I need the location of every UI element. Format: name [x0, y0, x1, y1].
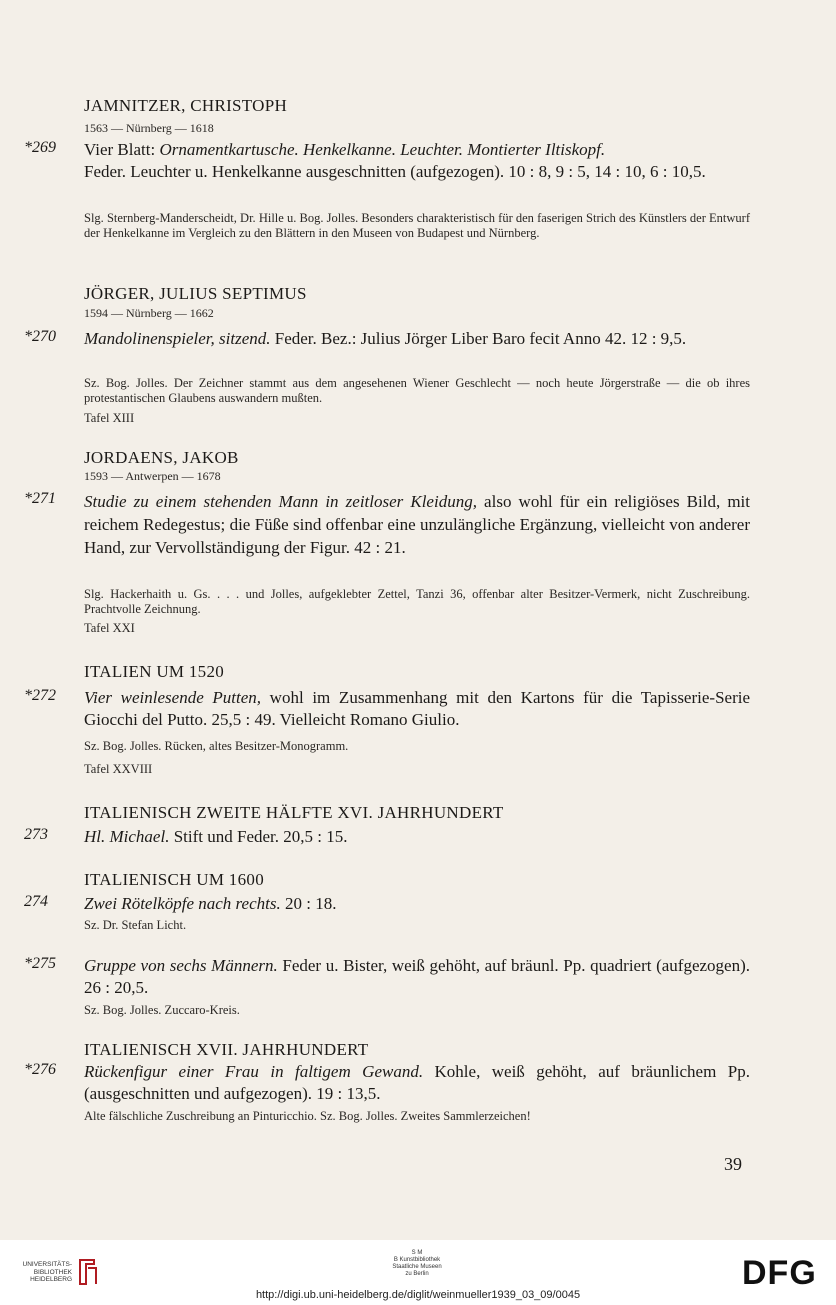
lot-note: Slg. Sternberg-Manderscheidt, Dr. Hille u. Bog. Jolles. Besonders charakteristisch für den faserigen Strich des Künstlers der Entwurf der Henkelkanne im Vergleich zu den Blättern in den Museen von Budapest und Nürnberg. [84, 211, 750, 240]
lot-description [84, 328, 750, 350]
lot-note: Alte fälschliche Zuschreibung an Pinturicchio. Sz. Bog. Jolles. Zweites Sammlerzeichen! [84, 1109, 531, 1123]
section-heading: ITALIENISCH ZWEITE HÄLFTE XVI. JAHRHUNDERT [84, 803, 504, 822]
lot-title: Zwei Rötelköpfe nach rechts. [84, 894, 281, 913]
ub-heidelberg-logo-icon [76, 1256, 100, 1288]
lot-note: Sz. Dr. Stefan Licht. [84, 918, 187, 932]
kunstbibliothek-logo: S M B Kunstbibliothek Staatliche Museen zu Berlin [392, 1250, 442, 1277]
lot-text: 20 : 18. [280, 894, 337, 913]
lot-number: *270 [24, 328, 56, 345]
lot-number: *269 [24, 139, 56, 156]
lot-note: Sz. Bog. Jolles. Zuccaro-Kreis. [84, 1003, 240, 1017]
lot-note: Slg. Hackerhaith u. Gs. . . . und Jolles, aufgeklebter Zettel, Tanzi 36, offenbar alter Besitzer-Vermerk, nicht Zuschreibung. Prachtvolle Zeichnung. [84, 587, 750, 616]
source-url-link[interactable]: http://digi.ub.uni-heidelberg.de/diglit/weinmueller1939_03_09/0045 [255, 1289, 581, 1301]
section-heading: ITALIENISCH UM 1600 [84, 870, 264, 889]
lot-description [84, 1061, 750, 1105]
lot-title: Studie zu einem stehenden Mann in zeitloser Kleidung, [84, 492, 477, 511]
lot-text: Feder u. Bister, weiß gehöht, auf bräunl. Pp. quadriert (aufgezogen). 26 : 20,5. [84, 956, 751, 997]
artist-dates: 1593 — Antwerpen — 1678 [84, 469, 221, 483]
lot-title: Ornamentkartusche. Henkelkanne. Leuchter. Montierter Iltiskopf. [159, 140, 606, 159]
dfg-logo: DFG [742, 1254, 817, 1292]
lot-description [84, 893, 750, 915]
lot-title: Vier weinlesende Putten, [84, 688, 262, 707]
artist-heading: JAMNITZER, CHRISTOPH [84, 96, 288, 115]
artist-dates: 1563 — Nürnberg — 1618 [84, 121, 214, 135]
ub-heidelberg-wordmark: UNIVERSITÄTS- BIBLIOTHEK HEIDELBERG [22, 1261, 72, 1283]
artist-heading: JÖRGER, JULIUS SEPTIMUS [84, 284, 307, 303]
section-heading: ITALIENISCH XVII. JAHRHUNDERT [84, 1040, 369, 1059]
section-heading: ITALIEN UM 1520 [84, 662, 225, 681]
lot-number: *271 [24, 490, 56, 507]
lot-number: 273 [24, 826, 48, 843]
plate-reference: Tafel XXVIII [84, 762, 153, 776]
lot-note: Sz. Bog. Jolles. Der Zeichner stammt aus dem angesehenen Wiener Geschlecht — noch heute Jörgerstraße — die ob ihres protestantischen Glaubens auswandern mußten. [84, 376, 750, 405]
lot-text: wohl im Zusammenhang mit den Kartons für die Tapisserie-Serie Giocchi del Putto. 25,5 : 49. Vielleicht Romano Giulio. [84, 688, 750, 729]
lot-lead: Vier Blatt: [84, 140, 160, 159]
lot-description [84, 826, 750, 848]
lot-description [84, 955, 750, 999]
lot-title: Hl. Michael. [84, 827, 170, 846]
lot-description [84, 139, 750, 205]
lot-description [84, 490, 750, 559]
lot-number: *276 [24, 1061, 56, 1078]
lot-title: Mandolinenspieler, sitzend. [84, 329, 271, 348]
lot-number: *275 [24, 955, 56, 972]
lot-title: Rückenfigur einer Frau in faltigem Gewand. [84, 1062, 424, 1081]
page-number: 39 [724, 1154, 742, 1174]
lot-text: Stift und Feder. 20,5 : 15. [169, 827, 348, 846]
lot-text: Feder. Bez.: Julius Jörger Liber Baro fecit Anno 42. 12 : 9,5. [270, 329, 687, 348]
artist-heading: JORDAENS, JAKOB [84, 448, 239, 467]
lot-number: *272 [24, 687, 56, 704]
lot-text: also wohl für ein religiöses Bild, mit reichem Redegestus; die Füße sind offenbar eine unzulängliche Ergänzung, vielleicht von anderer Hand, zur Vervollständigung der Figur. 42 : 21. [84, 492, 750, 557]
lot-text: Feder. Leuchter u. Henkelkanne ausgeschnitten (aufgezogen). 10 : 8, 9 : 5, 14 : 10, 6 : 10,5. [84, 162, 706, 181]
plate-reference: Tafel XXI [84, 621, 135, 635]
plate-reference: Tafel XIII [84, 411, 135, 425]
lot-number: 274 [24, 893, 48, 910]
lot-description [84, 687, 750, 731]
lot-title: Gruppe von sechs Männern. [84, 956, 278, 975]
lot-note: Sz. Bog. Jolles. Rücken, altes Besitzer-Monogramm. [84, 739, 349, 753]
lot-text: Kohle, weiß gehöht, auf bräunlichem Pp. (ausgeschnitten und aufgezogen). 19 : 13,5. [84, 1062, 750, 1103]
artist-dates: 1594 — Nürnberg — 1662 [84, 306, 214, 320]
